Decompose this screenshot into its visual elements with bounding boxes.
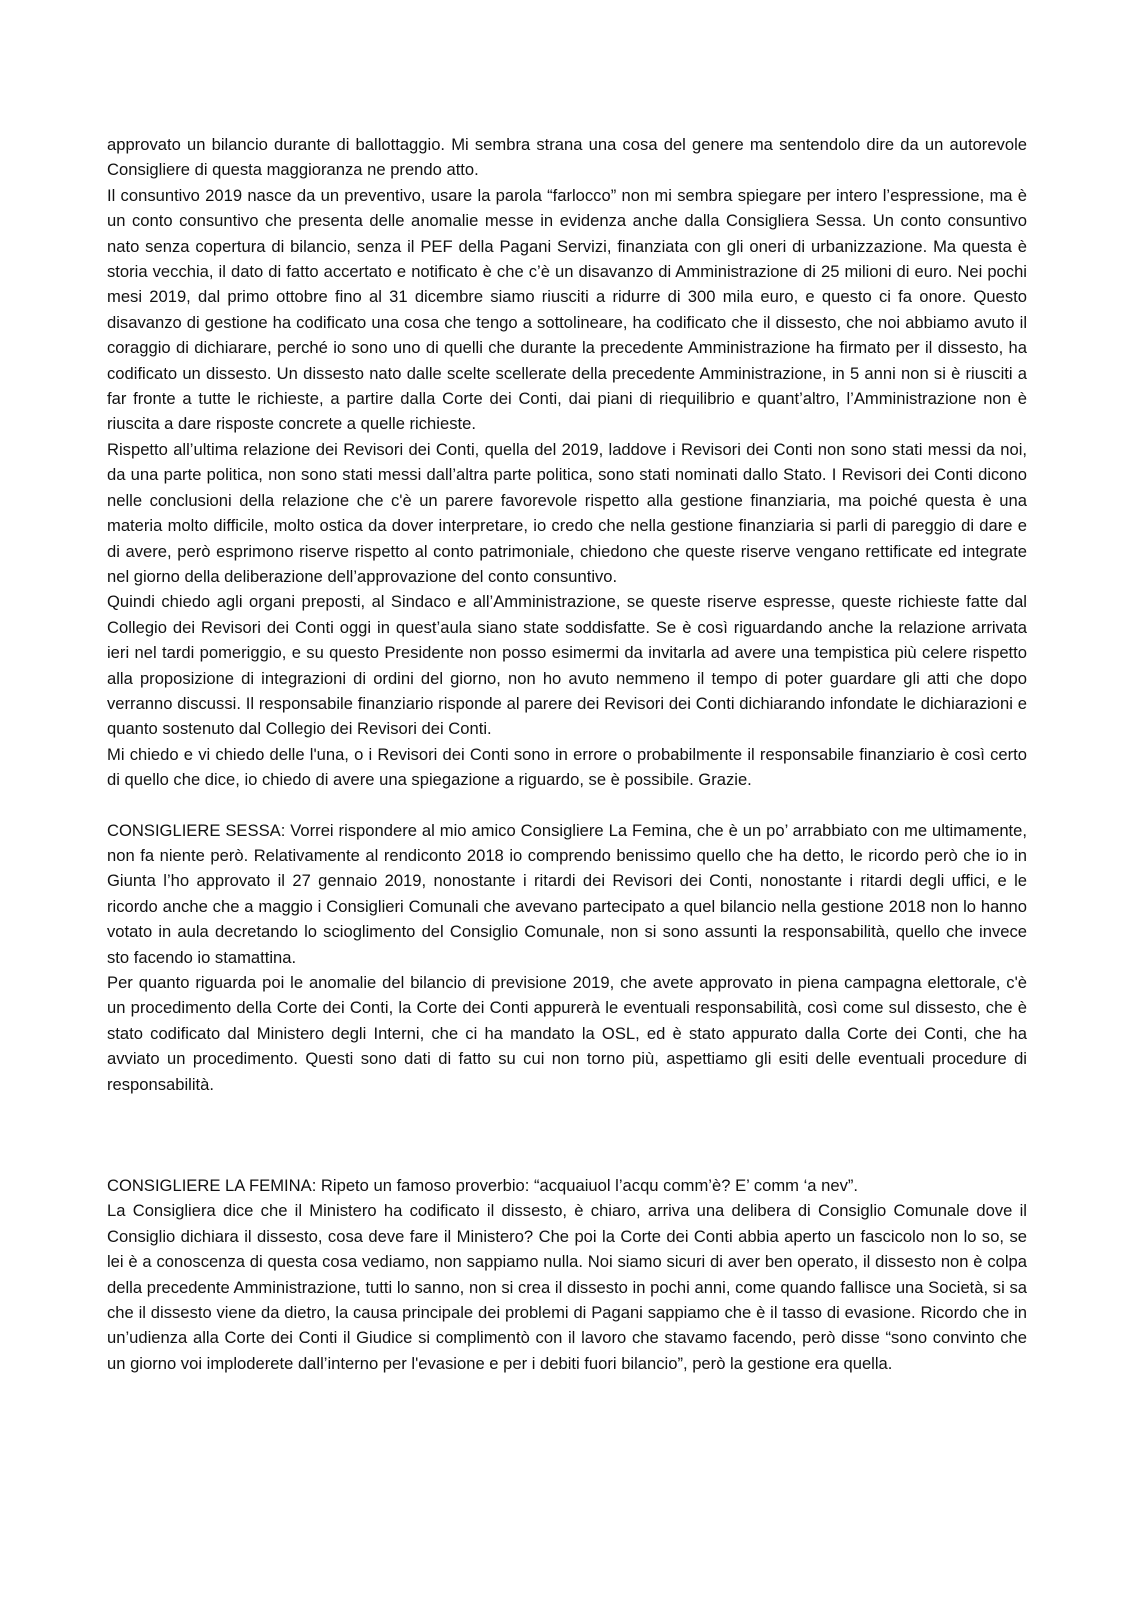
paragraph-la-femina-risposta: La Consigliera dice che il Ministero ha codificato il dissesto, è chiaro, arriva una delibera di Consiglio Comunale dove il Consiglio dichiara il dissesto, cosa deve fare il Ministero? Che poi la Corte dei Conti abbia aperto un fascicolo non lo so, se lei è a conoscenza di questa cosa vediamo, non sappiamo nulla. Noi siamo sicuri di aver ben operato, il dissesto non è colpa della precedente Amministrazione, tutti lo sanno, non si crea il dissesto in pochi anni, come quando fallisce una Società, si sa che il dissesto viene da dietro, la causa principale dei problemi di Pagani sappiamo che è il tasso di evasione. Ricordo che in un’udienza alla Corte dei Conti il Giudice si complimentò con il lavoro che stavamo facendo, però disse “sono convinto che un giorno voi imploderete dall’interno per l'evasione e per i debiti fuori bilancio”, però la gestione era quella. — [107, 1201, 1027, 1373]
section-spacer — [107, 1097, 1027, 1173]
paragraph-consigliere-sessa: CONSIGLIERE SESSA: Vorrei rispondere al mio amico Consigliere La Femina, che è un po’ arrabbiato con me ultimamente, non fa niente però. Relativamente al rendiconto 2018 io comprendo benissimo quello che ha detto, le ricordo però che io in Giunta l’ho approvato il 27 gennaio 2019, nonostante i ritardi dei Revisori dei Conti, nonostante i ritardi degli uffici, e le ricordo anche che a maggio i Consiglieri Comunali che avevano partecipato a quel bilancio nella gestione 2018 non lo hanno votato in aula decretando lo scioglimento del Consiglio Comunale, non si sono assunti la responsabilità, quello che invece sto facendo io stamattina. — [107, 820, 1027, 967]
paragraph-consigliere-la-femina: CONSIGLIERE LA FEMINA: Ripeto un famoso proverbio: “acquaiuol l’acqu comm’è? E’ comm ‘a nev”. — [107, 1176, 859, 1196]
document-body — [107, 132, 1027, 1376]
paragraph-ballottaggio: approvato un bilancio durante di ballottaggio. Mi sembra strana una cosa del genere ma sentendolo dire da un autorevole Consigliere di questa maggioranza ne prendo atto. — [107, 135, 1027, 180]
paragraph-consuntivo-2019: Il consuntivo 2019 nasce da un preventivo, usare la parola “farlocco” non mi sembra spiegare per intero l’espressione, ma è un conto consuntivo che presenta delle anomalie messe in evidenza anche dalla Consigliera Sessa. Un conto consuntivo nato senza copertura di bilancio, senza il PEF della Pagani Servizi, finanziata con gli oneri di urbanizzazione. Ma questa è storia vecchia, il dato di fatto accertato e notificato è che c’è un disavanzo di Amministrazione di 25 milioni di euro. Nei pochi mesi 2019, dal primo ottobre fino al 31 dicembre siamo riusciti a ridurre di 300 mila euro, e questo ci fa onore. Questo disavanzo di gestione ha codificato una cosa che tengo a sottolineare, ha codificato che il dissesto, che noi abbiamo avuto il coraggio di dichiarare, perché io sono uno di quelli che durante la precedente Amministrazione ha firmato per il dissesto, ha codificato un dissesto. Un dissesto nato dalle scelte scellerate della precedente Amministrazione, in 5 anni non si è riusciti a far fronte a tutte le richieste, a partire dalla Corte dei Conti, dai piani di riequilibrio e quant’altro, l’Amministrazione non è riuscita a dare risposte concrete a quelle richieste. — [107, 185, 1027, 434]
paragraph-spacer — [107, 793, 1027, 818]
paragraph-revisori-relazione: Rispetto all’ultima relazione dei Revisori dei Conti, quella del 2019, laddove i Revisori dei Conti non sono stati messi da noi, da una parte politica, non sono stati messi dall’altra parte politica, sono stati nominati dallo Stato. I Revisori dei Conti dicono nelle conclusioni della relazione che c'è un parere favorevole rispetto alla gestione finanziaria, ma poiché questa è una materia molto difficile, molto ostica da dover interpretare, io credo che nella gestione finanziaria si parli di pareggio di dare e di avere, però esprimono riserve rispetto al conto patrimoniale, chiedono che queste riserve vengano rettificate ed integrate nel giorno della deliberazione dell’approvazione del conto consuntivo. — [107, 439, 1027, 586]
paragraph-sessa-previsione: Per quanto riguarda poi le anomalie del bilancio di previsione 2019, che avete approvato in piena campagna elettorale, c'è un procedimento della Corte dei Conti, la Corte dei Conti appurerà le eventuali responsabilità, così come sul dissesto, che è stato codificato dal Ministero degli Interni, che ci ha mandato la OSL, ed è stato appurato dalla Corte dei Conti, che ha avviato un procedimento. Questi sono dati di fatto su cui non torno più, aspettiamo gli esiti delle eventuali procedure di responsabilità. — [107, 973, 1027, 1094]
paragraph-richiesta-organi: Quindi chiedo agli organi preposti, al Sindaco e all’Amministrazione, se queste riserve espresse, queste richieste fatte dal Collegio dei Revisori dei Conti oggi in quest’aula siano state soddisfatte. Se è così riguardando anche la relazione arrivata ieri nel tardi pomeriggio, e su questo Presidente non posso esimermi da invitarla ad avere una tempistica più celere rispetto alla proposizione di integrazioni di ordini del giorno, non ho avuto nemmeno il tempo di poter guardare gli atti che dopo verranno discussi. Il responsabile finanziario risponde al parere dei Revisori dei Conti dichiarando infondate le dichiarazioni e quanto sostenuto dal Collegio dei Revisori dei Conti. — [107, 592, 1027, 739]
paragraph-chiusura-intervento: Mi chiedo e vi chiedo delle l'una, o i Revisori dei Conti sono in errore o probabilmente il responsabile finanziario è così certo di quello che dice, io chiedo di avere una spiegazione a riguardo, se è possibile. Grazie. — [107, 744, 1027, 790]
